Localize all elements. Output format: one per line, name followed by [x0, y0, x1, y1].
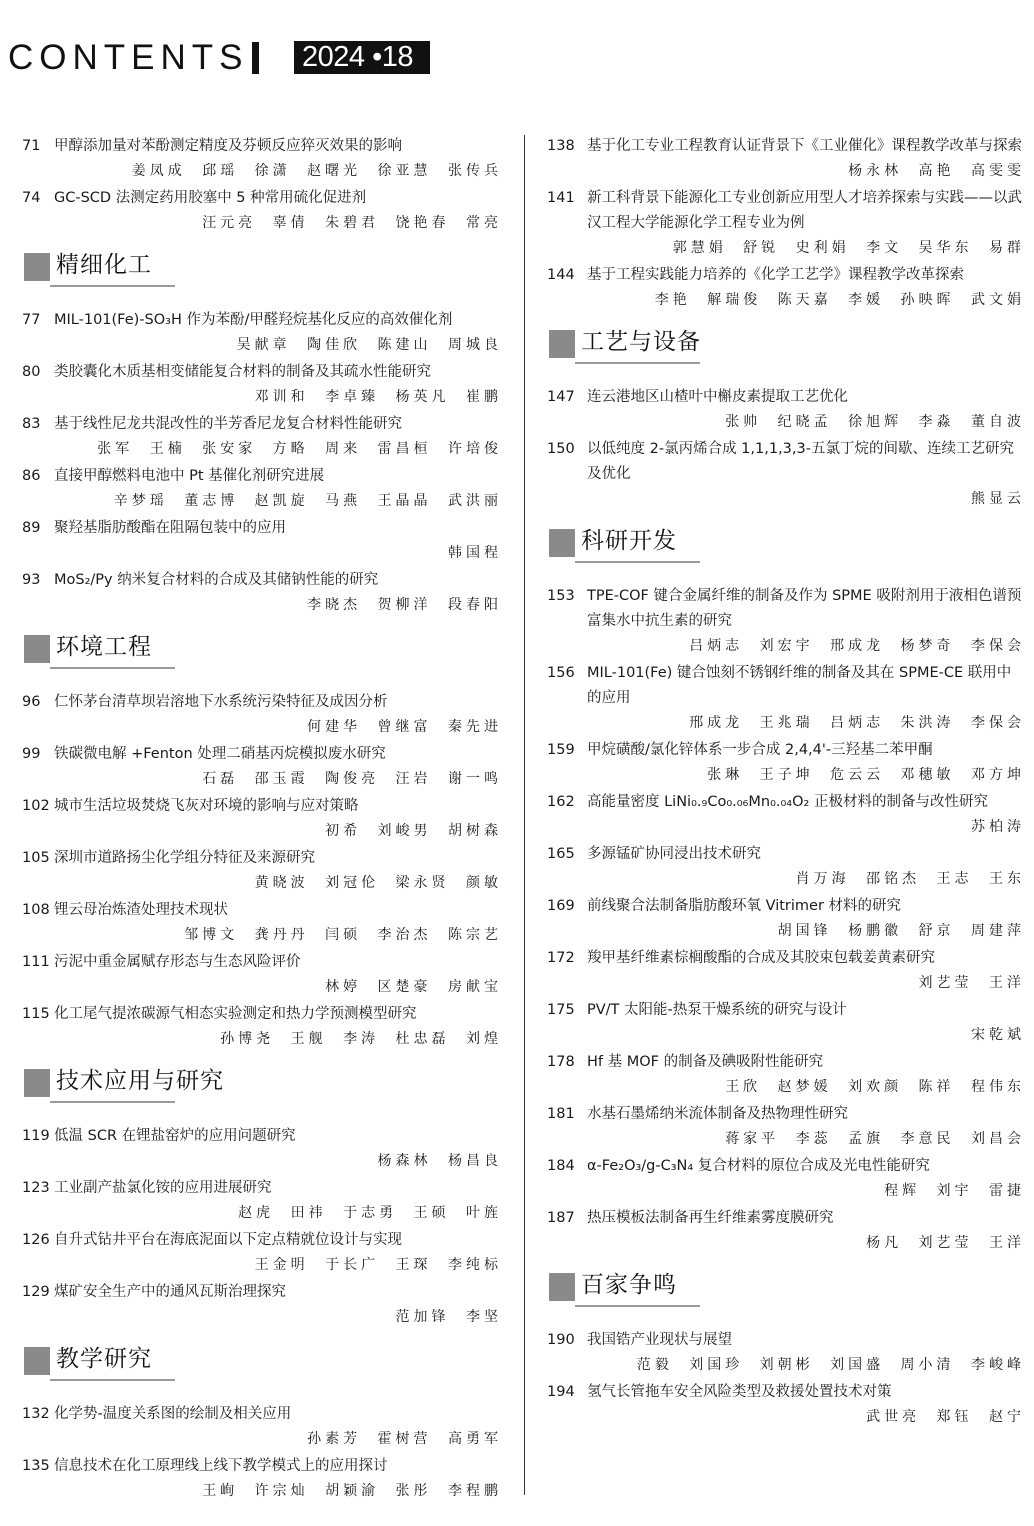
page-number: 77 — [22, 312, 41, 328]
page-number: 172 — [547, 950, 575, 966]
article-authors: 吕炳志 刘宏宇 邢成龙 杨梦奇 李保会 — [689, 638, 1025, 654]
toc-entry[interactable] — [22, 742, 502, 792]
toc-entry[interactable] — [22, 186, 502, 236]
page-number: 126 — [22, 1232, 50, 1248]
section-marker-square — [549, 330, 575, 358]
article-authors: 范毅 刘国珍 刘朝彬 刘国盛 周小清 李峻峰 — [636, 1357, 1025, 1373]
article-title[interactable]: 新工科背景下能源化工专业创新应用型人才培养探索与实践——以武汉工程大学能源化学工程专业为例 — [587, 190, 1022, 231]
toc-entry[interactable] — [22, 1454, 502, 1504]
toc-entry[interactable] — [547, 385, 1025, 435]
toc-entry[interactable] — [22, 950, 502, 1000]
section-title: 技术应用与研究 — [56, 1068, 224, 1094]
page-number: 74 — [22, 190, 41, 206]
article-authors: 王金明 于长广 王琛 李纯标 — [254, 1257, 502, 1273]
page-number: 89 — [22, 520, 41, 536]
article-authors: 邓训和 李卓臻 杨英凡 崔鹏 — [254, 389, 502, 405]
toc-entry[interactable] — [22, 1176, 502, 1226]
article-authors: 吴献章 陶佳欣 陈建山 周城良 — [236, 337, 502, 353]
section-underline — [575, 1305, 700, 1307]
article-authors: 李晓杰 贺柳洋 段春阳 — [307, 597, 502, 613]
toc-entry[interactable] — [547, 263, 1025, 313]
article-authors: 程辉 刘宇 雷捷 — [884, 1183, 1025, 1199]
toc-entry[interactable] — [22, 308, 502, 358]
article-authors: 王峋 许宗灿 胡颖渝 张彤 李程鹏 — [202, 1483, 502, 1499]
article-title[interactable]: α-Fe₂O₃/g-C₃N₄ 复合材料的原位合成及光电性能研究 — [587, 1158, 930, 1174]
page-number: 119 — [22, 1128, 50, 1144]
toc-entry[interactable] — [547, 738, 1025, 788]
article-authors: 刘艺莹 王洋 — [918, 975, 1025, 991]
section-underline — [50, 667, 175, 669]
article-title[interactable]: 化工尾气提浓碳源气相态实验测定和热力学预测模型研究 — [54, 1006, 417, 1022]
section-heading — [22, 630, 502, 674]
article-title[interactable]: 氢气长管拖车安全风险类型及救援处置技术对策 — [587, 1384, 892, 1400]
page-number: 135 — [22, 1458, 50, 1474]
article-title[interactable]: 仁怀茅台清草坝岩溶地下水系统污染特征及成因分析 — [54, 694, 388, 710]
page-number: 141 — [547, 190, 575, 206]
article-title[interactable]: 聚羟基脂肪酸酯在阻隔包装中的应用 — [54, 520, 286, 536]
article-title[interactable]: 连云港地区山楂叶中槲皮素提取工艺优化 — [587, 389, 848, 405]
page-number: 138 — [547, 138, 575, 154]
article-authors: 姜凤成 邱瑶 徐潇 赵曙光 徐亚慧 张传兵 — [131, 163, 502, 179]
article-authors: 初希 刘峻男 胡树森 — [325, 823, 502, 839]
right-column — [547, 134, 1025, 1432]
section-marker-square — [549, 529, 575, 557]
toc-entry[interactable] — [547, 134, 1025, 184]
article-authors: 赵虎 田祎 于志勇 王硕 叶旌 — [238, 1205, 502, 1221]
section-heading — [547, 325, 1025, 369]
page-number: 150 — [547, 441, 575, 457]
section-marker-square — [24, 253, 50, 281]
article-authors: 胡国锋 杨鹏徽 舒京 周建萍 — [777, 923, 1025, 939]
article-authors: 李艳 解瑞俊 陈天嘉 李媛 孙映晖 武文娟 — [654, 292, 1025, 308]
page-number: 83 — [22, 416, 41, 432]
article-title[interactable]: 锂云母冶炼渣处理技术现状 — [54, 902, 228, 918]
toc-entry[interactable] — [22, 1402, 502, 1452]
article-title[interactable]: MoS₂/Py 纳米复合材料的合成及其储钠性能的研究 — [54, 572, 379, 588]
page-number: 156 — [547, 665, 575, 681]
article-authors: 杨森林 杨昌良 — [377, 1153, 502, 1169]
page-number: 115 — [22, 1006, 50, 1022]
article-title[interactable]: GC-SCD 法测定药用胶塞中 5 种常用硫化促进剂 — [54, 190, 367, 206]
article-authors: 郭慧娟 舒锐 史利娟 李文 吴华东 易群 — [672, 240, 1025, 256]
article-title[interactable]: TPE-COF 键合金属纤维的制备及作为 SPME 吸附剂用于液相色谱预富集水中抗生素的研究 — [587, 588, 1022, 629]
section-title: 工艺与设备 — [581, 329, 701, 355]
page-number: 147 — [547, 389, 575, 405]
toc-entry[interactable] — [547, 584, 1025, 659]
toc-entry[interactable] — [22, 1280, 502, 1330]
toc-entry[interactable] — [547, 1206, 1025, 1256]
page-number: 162 — [547, 794, 575, 810]
toc-entry[interactable] — [22, 1124, 502, 1174]
page-number: 178 — [547, 1054, 575, 1070]
section-heading — [547, 524, 1025, 568]
article-title[interactable]: 直接甲醇燃料电池中 Pt 基催化剂研究进展 — [54, 468, 325, 484]
article-title[interactable]: 类胶囊化木质基相变储能复合材料的制备及其疏水性能研究 — [54, 364, 431, 380]
page-number: 175 — [547, 1002, 575, 1018]
article-authors: 王欣 赵梦媛 刘欢颜 陈祥 程伟东 — [725, 1079, 1025, 1095]
article-title[interactable]: 污泥中重金属赋存形态与生态风险评价 — [54, 954, 301, 970]
article-title[interactable]: 化学势-温度关系图的绘制及相关应用 — [54, 1406, 292, 1422]
page-number: 96 — [22, 694, 41, 710]
page-number: 123 — [22, 1180, 50, 1196]
toc-entry[interactable] — [547, 1328, 1025, 1378]
section-marker-square — [24, 635, 50, 663]
toc-entry[interactable] — [547, 790, 1025, 840]
section-marker-square — [24, 1069, 50, 1097]
article-authors: 林婷 区楚豪 房献宝 — [325, 979, 502, 995]
left-column — [22, 134, 502, 1506]
toc-entry[interactable] — [547, 946, 1025, 996]
article-authors: 杨凡 刘艺莹 王洋 — [866, 1235, 1025, 1251]
page-number: 184 — [547, 1158, 575, 1174]
toc-entry[interactable] — [547, 1380, 1025, 1430]
article-title[interactable]: 以低纯度 2-氯丙烯合成 1,1,1,3,3-五氯丁烷的间歇、连续工艺研究及优化 — [587, 441, 1014, 482]
toc-entry[interactable] — [22, 898, 502, 948]
article-title[interactable]: 高能量密度 LiNi₀.₉Co₀.₀₆Mn₀.₀₄O₂ 正极材料的制备与改性研究 — [587, 794, 988, 810]
page-number: 80 — [22, 364, 41, 380]
page-number: 165 — [547, 846, 575, 862]
page-number: 181 — [547, 1106, 575, 1122]
section-title: 科研开发 — [581, 528, 677, 554]
page-number: 144 — [547, 267, 575, 283]
article-title[interactable]: 热压模板法制备再生纤维素雾度膜研究 — [587, 1210, 834, 1226]
toc-entry[interactable] — [22, 568, 502, 618]
article-authors: 汪元亮 辜倩 朱碧君 饶艳春 常亮 — [202, 215, 502, 231]
section-underline — [50, 285, 175, 287]
page-number: 159 — [547, 742, 575, 758]
article-authors: 熊显云 — [971, 491, 1025, 507]
article-title[interactable]: 铁碳微电解 +Fenton 处理二硝基丙烷模拟废水研究 — [54, 746, 386, 762]
article-title[interactable]: PV/T 太阳能-热泵干燥系统的研究与设计 — [587, 1002, 847, 1018]
article-authors: 肖万海 邵铭杰 王志 王东 — [795, 871, 1025, 887]
toc-entry[interactable] — [22, 412, 502, 462]
toc-entry[interactable] — [22, 1002, 502, 1052]
section-marker-square — [549, 1273, 575, 1301]
header-divider-bar — [252, 42, 259, 74]
page-number: 102 — [22, 798, 50, 814]
article-authors: 张军 王楠 张安家 方略 周来 雷昌桓 许培俊 — [97, 441, 502, 457]
section-heading — [22, 248, 502, 292]
toc-entry[interactable] — [547, 842, 1025, 892]
article-title[interactable]: 城市生活垃圾焚烧飞灰对环境的影响与应对策略 — [54, 798, 359, 814]
section-title: 教学研究 — [56, 1346, 152, 1372]
article-authors: 辛梦瑶 董志博 赵凯旋 马燕 王晶晶 武洪丽 — [113, 493, 502, 509]
page-number: 111 — [22, 954, 50, 970]
article-authors: 韩国程 — [448, 545, 502, 561]
article-authors: 张琳 王子坤 危云云 邓穗敏 邓方坤 — [707, 767, 1025, 783]
article-authors: 武世亮 郑钰 赵宁 — [866, 1409, 1025, 1425]
page-number: 86 — [22, 468, 41, 484]
toc-entry[interactable] — [547, 894, 1025, 944]
section-underline — [575, 362, 700, 364]
article-title[interactable]: 工业副产盐氯化铵的应用进展研究 — [54, 1180, 272, 1196]
section-heading — [22, 1064, 502, 1108]
section-underline — [50, 1101, 175, 1103]
article-authors: 孙博尧 王舰 李涛 杜忠磊 刘煌 — [220, 1031, 502, 1047]
article-authors: 石磊 邵玉霞 陶俊亮 汪岩 谢一鸣 — [202, 771, 502, 787]
article-authors: 孙素芳 霍树营 高勇军 — [307, 1431, 502, 1447]
toc-entry[interactable] — [22, 134, 502, 184]
article-title[interactable]: 自升式钻井平台在海底泥面以下定点精就位设计与实现 — [54, 1232, 402, 1248]
section-title: 精细化工 — [56, 252, 152, 278]
article-authors: 黄晓波 刘冠伦 梁永贤 颜敏 — [254, 875, 502, 891]
article-title[interactable]: 多源锰矿协同浸出技术研究 — [587, 846, 761, 862]
section-underline — [575, 561, 700, 563]
article-title[interactable]: MIL-101(Fe)-SO₃H 作为苯酚/甲醛羟烷基化反应的高效催化剂 — [54, 312, 453, 328]
article-authors: 邹博文 龚丹丹 闫硕 李治杰 陈宗艺 — [184, 927, 502, 943]
page-number: 108 — [22, 902, 50, 918]
article-authors: 张帅 纪晓孟 徐旭辉 李淼 董自波 — [725, 414, 1025, 430]
article-title[interactable]: 基于化工专业工程教育认证背景下《工业催化》课程教学改革与探索 — [587, 138, 1022, 154]
page-number: 187 — [547, 1210, 575, 1226]
article-authors: 苏柏涛 — [971, 819, 1025, 835]
issue-number-badge: 2024 •18 — [294, 41, 430, 74]
toc-entry[interactable] — [22, 360, 502, 410]
contents-header — [8, 38, 1018, 78]
section-title: 环境工程 — [56, 634, 152, 660]
article-title[interactable]: 低温 SCR 在锂盐窑炉的应用问题研究 — [54, 1128, 296, 1144]
page-number: 153 — [547, 588, 575, 604]
article-title[interactable]: 深圳市道路扬尘化学组分特征及来源研究 — [54, 850, 315, 866]
section-title: 百家争鸣 — [581, 1272, 677, 1298]
section-heading — [22, 1342, 502, 1386]
toc-entry[interactable] — [547, 1102, 1025, 1152]
column-divider — [524, 135, 525, 1495]
section-marker-square — [24, 1347, 50, 1375]
article-title[interactable]: 甲烷磺酸/氯化锌体系一步合成 2,4,4'-三羟基二苯甲酮 — [587, 742, 933, 758]
article-title[interactable]: 我国锆产业现状与展望 — [587, 1332, 732, 1348]
article-title[interactable]: 信息技术在化工原理线上线下教学模式上的应用探讨 — [54, 1458, 388, 1474]
page-number: 129 — [22, 1284, 50, 1300]
toc-entry[interactable] — [22, 794, 502, 844]
article-title[interactable]: 甲醇添加量对苯酚测定精度及芬顿反应猝灭效果的影响 — [54, 138, 402, 154]
page-number: 93 — [22, 572, 41, 588]
page-number: 132 — [22, 1406, 50, 1422]
article-authors: 何建华 曾继富 秦先进 — [307, 719, 502, 735]
toc-entry[interactable] — [22, 846, 502, 896]
section-underline — [50, 1379, 175, 1381]
article-authors: 杨永林 高艳 高雯雯 — [848, 163, 1025, 179]
toc-entry[interactable] — [22, 690, 502, 740]
toc-entry[interactable] — [547, 998, 1025, 1048]
toc-entry[interactable] — [547, 1154, 1025, 1204]
contents-heading: CONTENTS — [8, 38, 249, 77]
article-title[interactable]: 水基石墨烯纳米流体制备及热物理性研究 — [587, 1106, 848, 1122]
article-authors: 蒋家平 李蕊 孟旗 李意民 刘昌会 — [725, 1131, 1025, 1147]
toc-entry[interactable] — [547, 186, 1025, 261]
page-number: 169 — [547, 898, 575, 914]
article-authors: 范加锋 李坚 — [395, 1309, 502, 1325]
toc-entry[interactable] — [547, 661, 1025, 736]
toc-entry[interactable] — [22, 516, 502, 566]
article-authors: 宋乾斌 — [971, 1027, 1025, 1043]
toc-entry[interactable] — [547, 437, 1025, 512]
article-title[interactable]: 基于线性尼龙共混改性的半芳香尼龙复合材料性能研究 — [54, 416, 402, 432]
page-number: 99 — [22, 746, 41, 762]
article-title[interactable]: Hf 基 MOF 的制备及碘吸附性能研究 — [587, 1054, 824, 1070]
section-heading — [547, 1268, 1025, 1312]
page-number: 105 — [22, 850, 50, 866]
article-title[interactable]: 煤矿安全生产中的通风瓦斯治理探究 — [54, 1284, 286, 1300]
article-title[interactable]: MIL-101(Fe) 键合蚀刻不锈钢纤维的制备及其在 SPME-CE 联用中的应用 — [587, 665, 1012, 706]
page-number: 190 — [547, 1332, 575, 1348]
toc-entry[interactable] — [547, 1050, 1025, 1100]
page-number: 194 — [547, 1384, 575, 1400]
page-number: 71 — [22, 138, 41, 154]
toc-entry[interactable] — [22, 1228, 502, 1278]
article-title[interactable]: 羧甲基纤维素棕榈酸酯的合成及其胶束包载姜黄素研究 — [587, 950, 935, 966]
article-title[interactable]: 前线聚合法制备脂肪酸环氧 Vitrimer 材料的研究 — [587, 898, 902, 914]
article-title[interactable]: 基于工程实践能力培养的《化学工艺学》课程教学改革探索 — [587, 267, 964, 283]
article-authors: 邢成龙 王兆瑞 吕炳志 朱洪涛 李保会 — [689, 715, 1025, 731]
toc-entry[interactable] — [22, 464, 502, 514]
